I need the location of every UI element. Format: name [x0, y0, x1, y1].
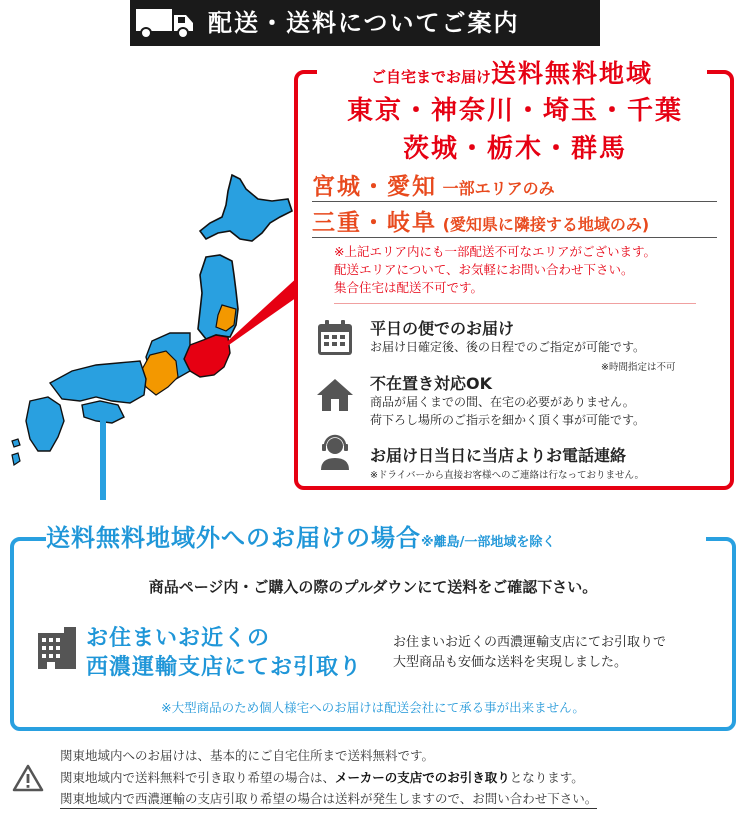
service-1-tiny: ※時間指定は不可 [601, 362, 676, 373]
outside-area-instruction: 商品ページ内・ご購入の際のプルダウンにて送料をご確認下さい。 [148, 578, 598, 596]
service-2-title: 不在置き対応OK [370, 374, 493, 393]
map-hokkaido [200, 175, 292, 241]
service-3-title: お届け日当日に当店よりお電話連絡 [370, 446, 627, 465]
map-island [12, 453, 20, 465]
service-1-title: 平日の便でのお届け [370, 319, 515, 338]
free-area-line2: 茨城・栃木・群馬 [402, 134, 627, 164]
partial-area-1-note: 一部エリアのみ [442, 179, 555, 198]
partial-area-2-note: (愛知県に隣接する地域のみ) [442, 215, 650, 234]
map-island [12, 439, 20, 447]
partial-area-row-2 [312, 204, 717, 238]
bottom-note-2-bold: メーカーの支店でのお引き取り [335, 770, 510, 785]
building-icon [34, 625, 80, 671]
free-area-note-1: ※上記エリア内にも一部配送不可なエリアがございます。 [334, 244, 656, 259]
free-area-tag-small: ご自宅までお届け [370, 68, 491, 86]
free-area-heading [317, 54, 707, 88]
warning-icon [12, 764, 44, 792]
bottom-note-2-post: となります。 [509, 770, 584, 785]
calendar-icon [315, 318, 355, 358]
service-1-desc: お届け日確定後、後の日程でのご指定が可能です。 [370, 340, 646, 354]
outside-area-title-note: ※離島/一部地域を除く [421, 535, 556, 550]
japan-map [0, 165, 300, 495]
partial-area-1-name: 宮城・愛知 [312, 174, 437, 200]
pickup-desc-2: 大型商品も安価な送料を実現しました。 [393, 655, 628, 670]
partial-area-2-name: 三重・岐阜 [312, 210, 437, 236]
page-title: 配送・送料についてご案内 [208, 9, 520, 37]
bottom-note-2-pre: 関東地域内で送料無料で引き取り希望の場合は、 [60, 770, 336, 785]
outside-area-title: 送料無料地域外へのお届けの場合 [46, 524, 421, 552]
free-area-tag-big: 送料無料地域 [491, 59, 654, 88]
bottom-note-2 [60, 768, 584, 786]
house-icon [315, 375, 355, 415]
outside-area-heading [46, 518, 706, 554]
free-area-note-2: 配送エリアについて、お気軽にお問い合わせ下さい。 [334, 262, 634, 277]
pickup-title-1: お住まいお近くの [86, 626, 271, 651]
map-connector [100, 410, 106, 500]
truck-icon [136, 7, 194, 39]
outside-area-note: ※大型商品のため個人様宅へのお届けは配送会社にて承る事が出来ません。 [161, 700, 585, 715]
map-kanto [184, 335, 230, 377]
operator-icon [315, 432, 355, 472]
free-area-line1: 東京・神奈川・埼玉・千葉 [346, 96, 683, 126]
partial-area-row-1 [312, 168, 717, 202]
free-area-note-3: 集合住宅は配送不可です。 [334, 280, 484, 295]
service-2-desc-1: 商品が届くまでの間、在宅の必要がありません。 [370, 395, 635, 409]
pickup-title-2: 西濃運輸支店にてお引取り [86, 655, 363, 680]
header-bar [130, 0, 600, 46]
pickup-desc-1: お住まいお近くの西濃運輸支店にてお引取りで [393, 635, 667, 650]
divider [334, 303, 696, 304]
map-kyushu [26, 397, 64, 451]
bottom-note-1: 関東地域内へのお届けは、基本的にご自宅住所まで送料無料です。 [60, 748, 435, 763]
service-2-desc-2: 荷下ろし場所のご指示を細かく頂く事が可能です。 [370, 413, 646, 427]
service-3-tiny: ※ドライバーから直接お客様へのご連絡は行なっておりません。 [370, 470, 645, 481]
map-west-honshu [50, 361, 146, 403]
bottom-note-3: 関東地域内で西濃運輸の支店引取り希望の場合は送料が発生しますので、お問い合わせ下さい。 [60, 789, 597, 809]
